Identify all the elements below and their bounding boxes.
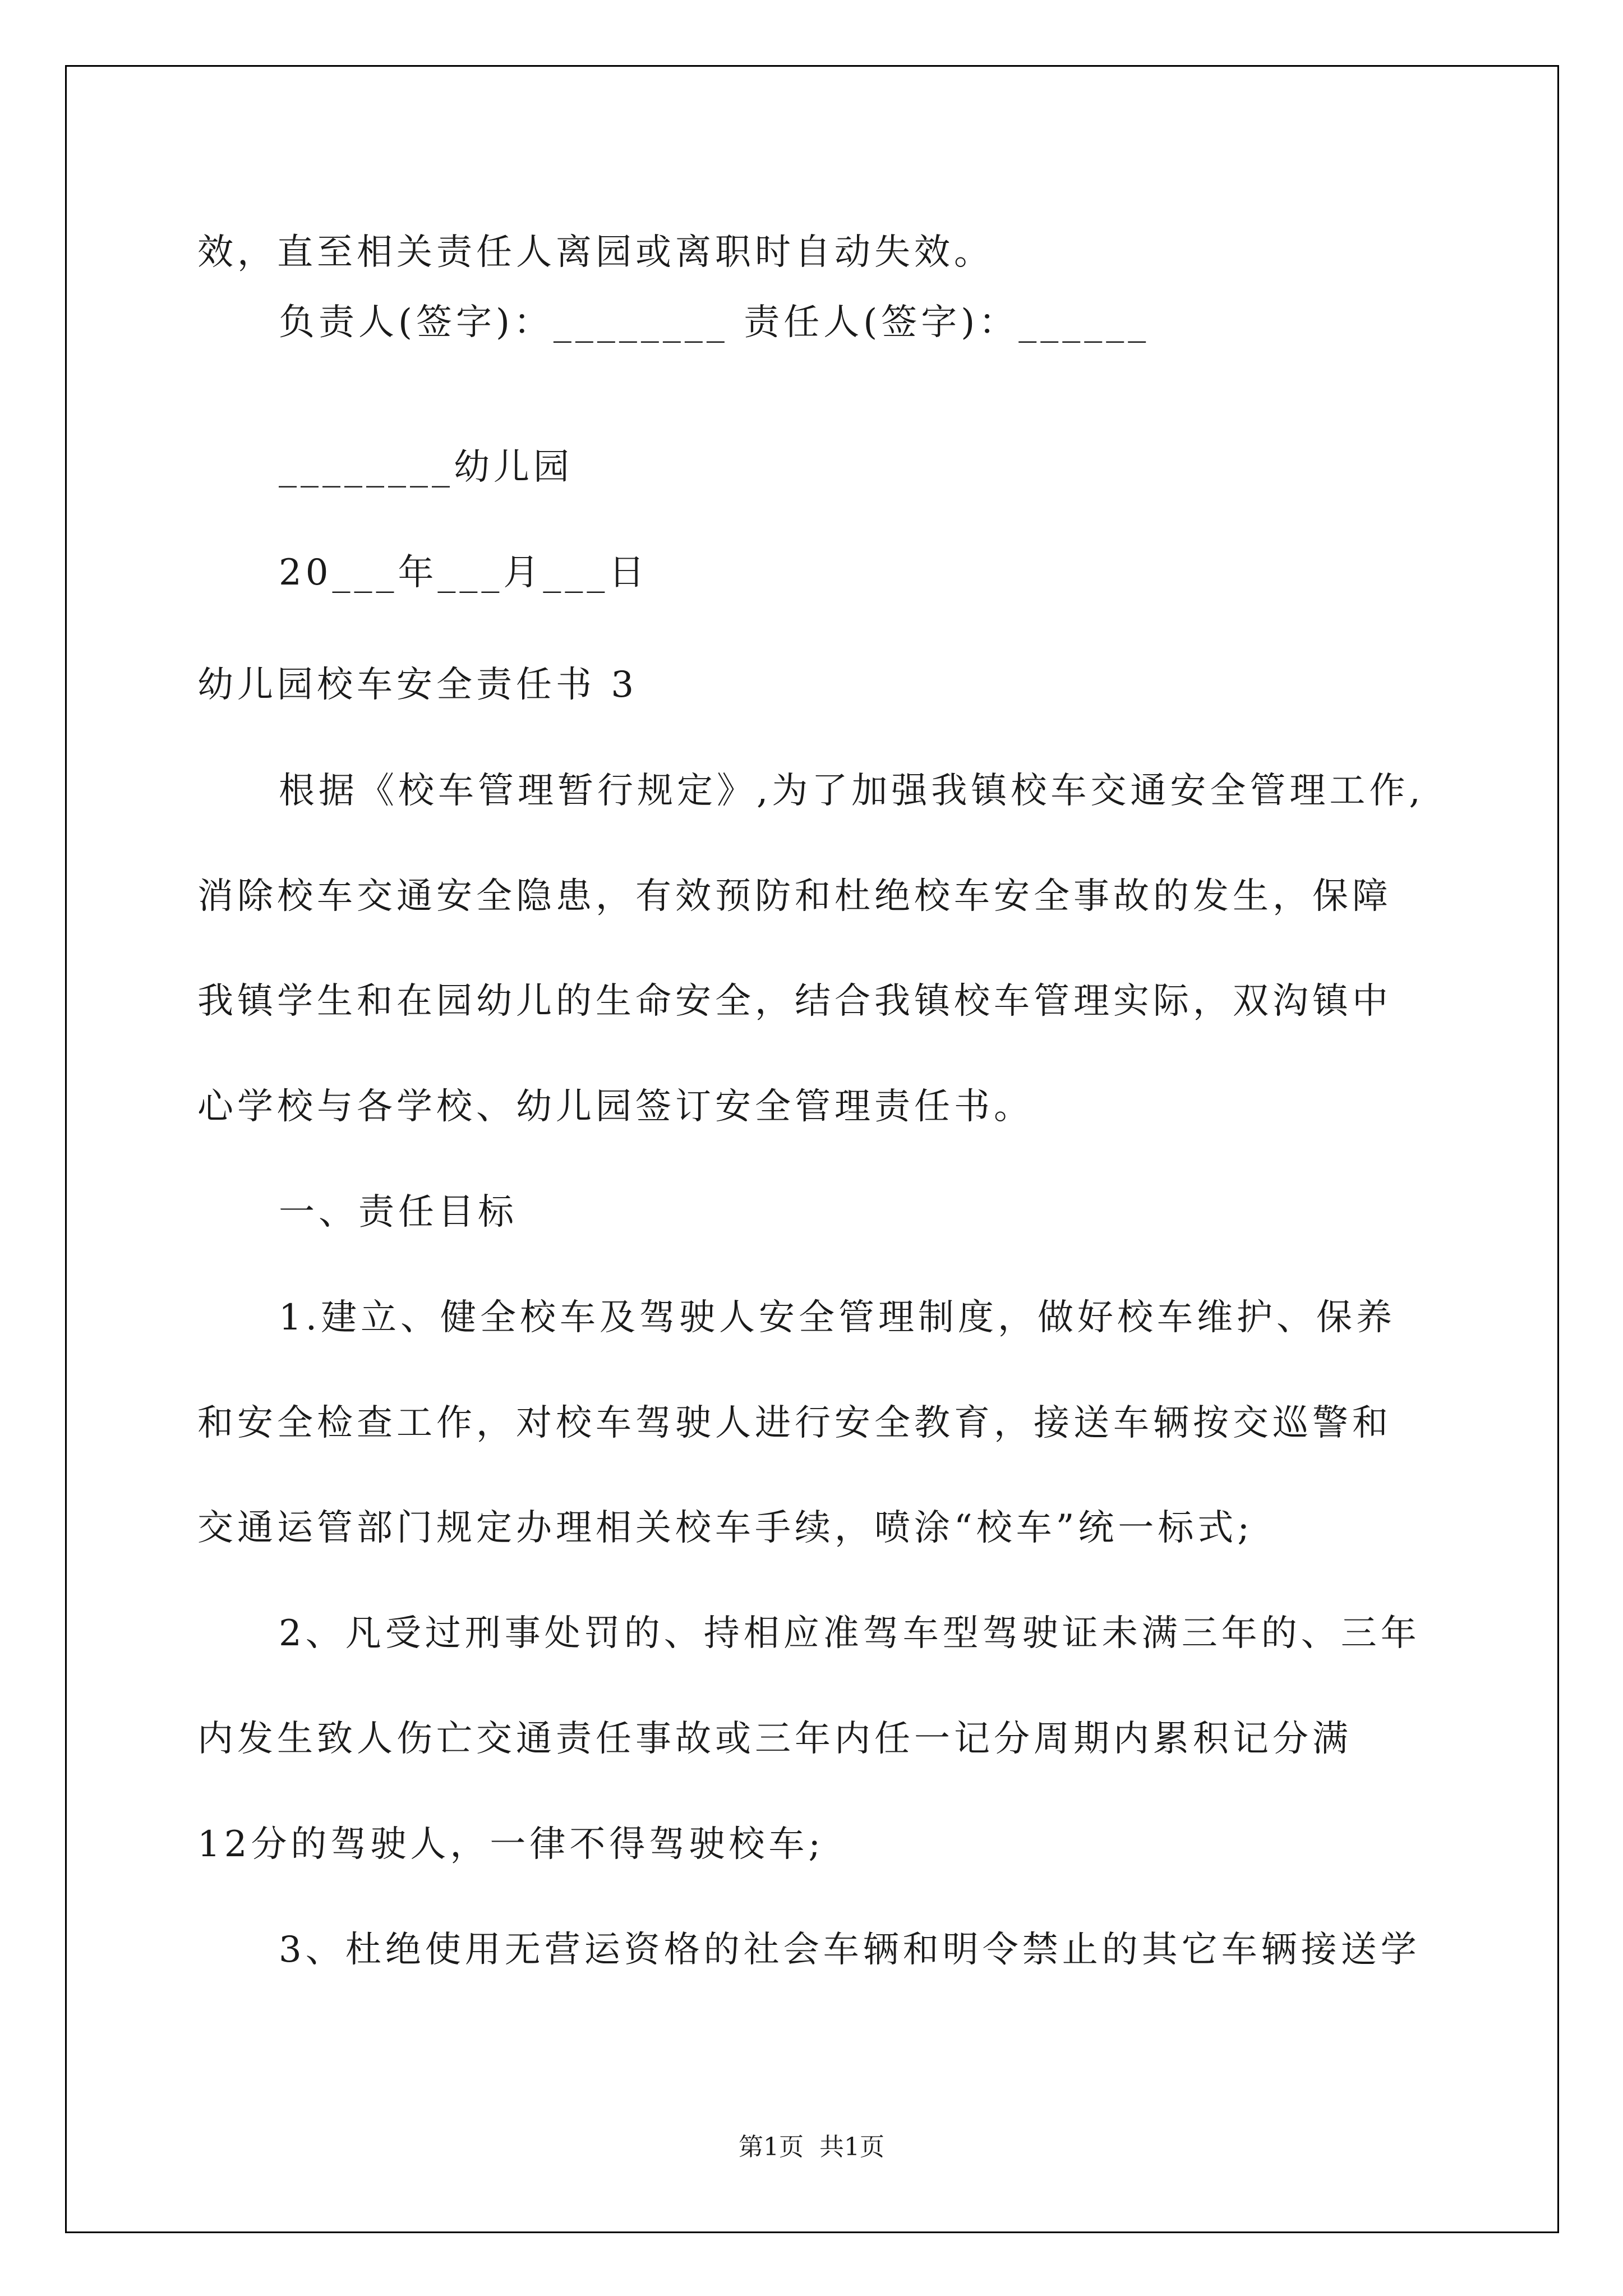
heading-responsibility-goals: 一、责任目标 (279, 1191, 518, 1233)
section-title: 幼儿园校车安全责任书 3 (197, 664, 638, 706)
text-line: 交通运管部门规定办理相关校车手续，喷涂“校车”统一标式; (197, 1507, 1253, 1549)
text-line: 1.建立、健全校车及驾驶人安全管理制度，做好校车维护、保养 (279, 1297, 1396, 1338)
text-line: 消除校车交通安全隐患，有效预防和杜绝校车安全事故的发生，保障 (197, 876, 1392, 917)
kindergarten-name-line: ________幼儿园 (279, 447, 573, 488)
text-line: 3、杜绝使用无营运资格的社会车辆和明令禁止的其它车辆接送学 (279, 1929, 1421, 1971)
text-line: 和安全检查工作，对校车驾驶人进行安全教育，接送车辆按交巡警和 (197, 1402, 1392, 1444)
signature-line: 负责人(签字)：________ 责任人(签字)：______ (279, 302, 1150, 343)
text-line: 效，直至相关责任人离园或离职时自动失效。 (197, 232, 994, 273)
text-line: 心学校与各学校、幼儿园签订安全管理责任书。 (197, 1086, 1034, 1128)
page-border (65, 65, 1559, 2233)
text-line: 2、凡受过刑事处罚的、持相应准驾车型驾驶证未满三年的、三年 (279, 1613, 1421, 1654)
text-line: 我镇学生和在园幼儿的生命安全，结合我镇校车管理实际，双沟镇中 (197, 981, 1392, 1022)
text-line: 12分的驾驶人，一律不得驾驶校车; (197, 1824, 824, 1865)
text-line: 内发生致人伤亡交通责任事故或三年内任一记分周期内累积记分满 (197, 1718, 1352, 1760)
page-footer: 第1页 共1页 (739, 2133, 884, 2161)
date-line: 20___年___月___日 (279, 552, 649, 593)
text-line: 根据《校车管理暂行规定》,为了加强我镇校车交通安全管理工作, (279, 770, 1424, 812)
